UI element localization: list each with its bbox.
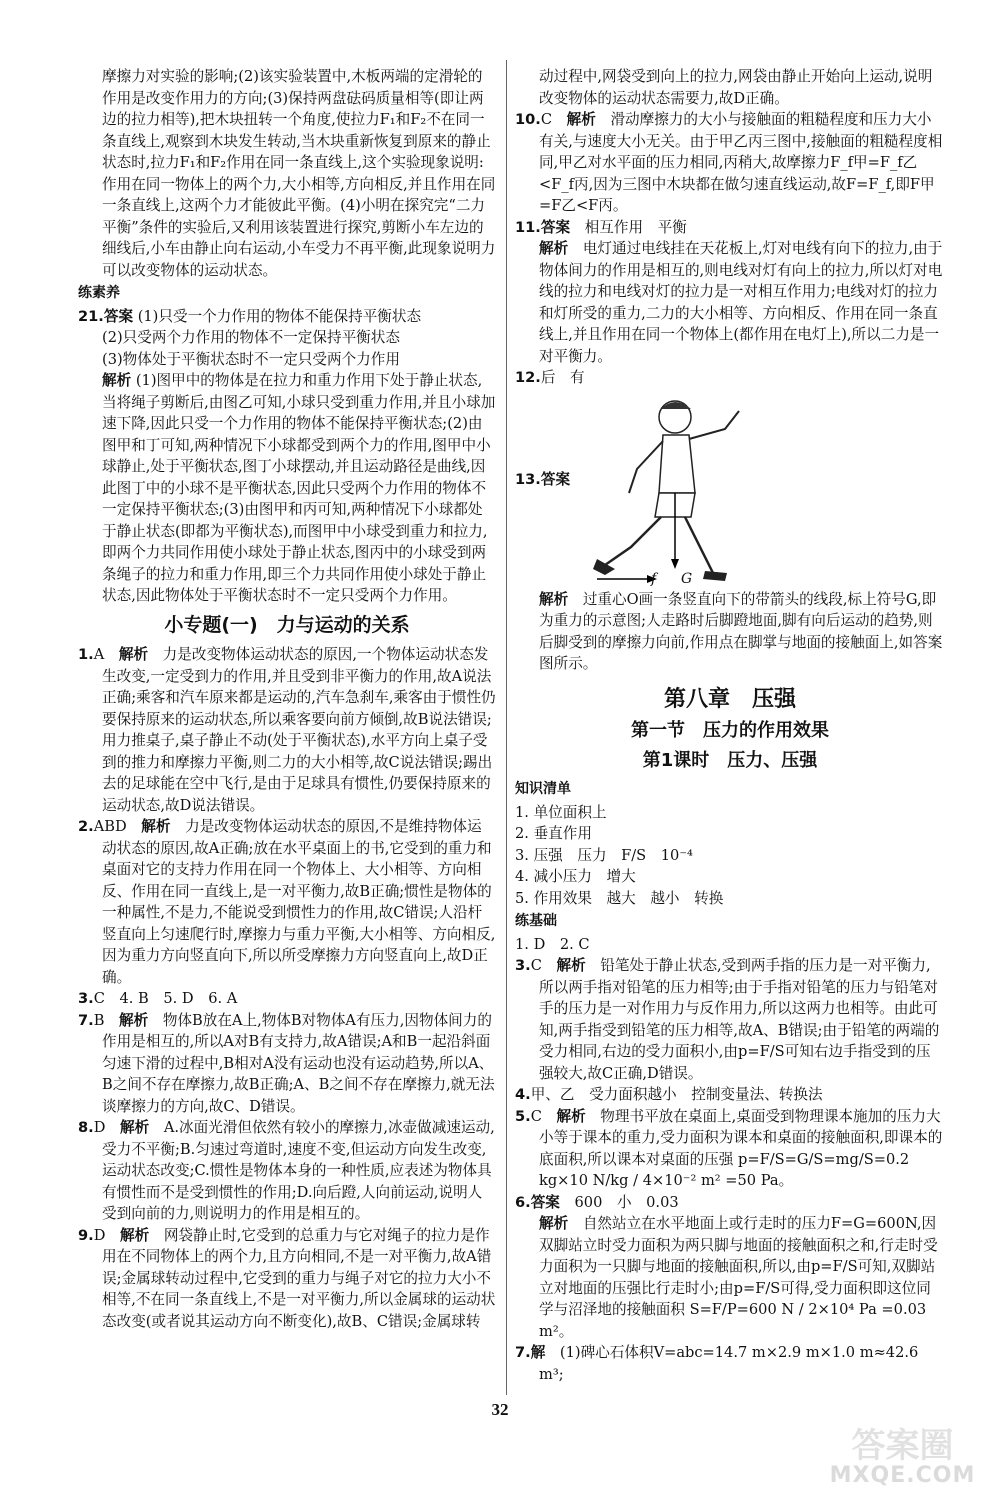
q4: 4.甲、乙 受力面积越小 控制变量法、转换法 — [515, 1086, 823, 1103]
zs-5: 5. 作用效果 越大 越小 转换 — [515, 889, 724, 907]
q7: 7.解 (1)碑心石体积V=abc=14.7 m×2.9 m×1.0 m≈42.6 m³; — [515, 1344, 919, 1383]
q21-a2: (2)只受两个力作用的物体不一定保持平衡状态 — [102, 329, 400, 346]
chapter-title: 第八章 压强 — [663, 686, 796, 712]
right-column — [515, 66, 945, 1385]
q5: 5.C 解析 物理书平放在桌面上,桌面受到物理课本施加的压力大小等于课本的重力,受力面积为课本和桌面的接触面积,即课本的底面积,所以课本对桌面的压强 p=F/S=G/S=mg/S=0.2 kg×10 N/kg / 4×10⁻² m² =50 Pa。 — [515, 1107, 943, 1189]
q3: 3.C 解析 铅笔处于静止状态,受到两手指的压力是一对平衡力,所以两手指对铅笔的压力相等;由于手指对铅笔的压力与铅笔对手的压力是一对作用力与反作用力,所以这两力也相等。由此可知,两手指受到铅笔的压力相等,故A、B错误;由于铅笔的两端的受力相同,右边的受力面积小,由p=F/S可知右边手指受到的压强较大,故C正确,D错误。 — [515, 957, 940, 1082]
q12: 12.后 有 — [515, 369, 585, 386]
left-column — [78, 66, 496, 1332]
q21-num: 21. — [78, 307, 104, 325]
zs-4: 4. 减小压力 增大 — [515, 868, 636, 885]
f-label: f — [651, 570, 657, 587]
q21-jx-text: (1)图甲中的物体是在拉力和重力作用下处于静止状态,当将绳子剪断后,由图乙可知,小球只受到重力作用,并且小球加速下降,因此只受一个力作用的物体不能保持平衡状态;(2)由图甲和丁可知,两种情况下小球都受到两个力的作用,图甲中小球静止,处于平衡状态,图丁小球摆动,并且运动路径是曲线,因此图丁中的小球不是平衡状态,因此只受两个力作用的物体不一定保持平衡状态;(3)由图甲和丙可知,两种情况下小球都处于静止状态(即都为平衡状态),而图甲中小球受到重力和拉力,即两个力共同作用使小球处于静止状态,图丙中的小球受到两条绳子的拉力和重力作用,即三个力共同作用使小球处于静止状态,因此物体处于平衡状态时不一定只受两个力作用。 — [102, 372, 496, 604]
zs-2: 2. 垂直作用 — [515, 825, 592, 842]
q13-label: 13.答案 — [515, 470, 571, 488]
item-8: 8.D 解析 A.冰面光滑但依然有较小的摩擦力,冰壶做减速运动,受力不平衡;B.匀速过弯道时,速度不变,但运动方向发生改变,运动状态改变;C.惯性是物体本身的一种性质,应表述为物体具有惯性而不是受到惯性的作用;D.向后蹬,人向前运动,说明人受到向前的力,则说明力的作用是相互的。 — [78, 1119, 495, 1222]
q21-jx-label: 解析 — [102, 372, 132, 389]
watermark-cn: 答案圈 — [851, 1426, 954, 1466]
section-jichu: 练基础 — [515, 913, 557, 929]
lesson-title: 第1课时 压力、压强 — [642, 749, 818, 771]
q6: 6.答案 600 小 0.03 — [515, 1193, 679, 1211]
q6-explanation: 解析 自然站立在水平地面上或行走时的压力F=G=600N,因双脚站立时受力面积为两只脚与地面的接触面积之和,行走时受力面积为一只脚与地面的接触面积,所以,由p=F/S可知,双脚站立对地面的压强比行走时小;由p=F/S可得,受力面积即这位同学与沼泽地的接触面积 S=F/P=600 N / 2×10⁴ Pa =0.03 m²。 — [539, 1215, 938, 1340]
item-2: 2.ABD 解析 力是改变物体运动状态的原因,不是维持物体运动状态的原因,故A正确;放在水平桌面上的书,它受到的重力和桌面对它的支持力作用在同一个物体上、大小相等、方向相反、作用在同一直线上,是一对平衡力,故B正确;惯性是物体的一种属性,不是力,不能说受到惯性力的作用,故C错误;人沿杆竖直向上匀速爬行时,摩擦力与重力平衡,大小相等、方向相反,因为重力方向竖直向下,所以所受摩擦力方向竖直向上,故D正确。 — [78, 818, 496, 986]
item-1: 1.A 解析 力是改变物体运动状态的原因,一个物体运动状态发生改变,一定受到力的作用,并且受到非平衡力的作用,故A说法正确;乘客和汽车原来都是运动的,汽车急刹车,乘客由于惯性仍要保持原来的运动状态,所以乘客要向前方倾倒,故B说法错误;用力推桌子,桌子静止不动(处于平衡状态),水平方向上桌子受到的推力和摩擦力平衡,则二力的大小相等,故C说法错误;踢出去的足球能在空中飞行,是由于足球具有惯性,仍要保持原来的运动状态,故D说法错误。 — [78, 646, 496, 814]
watermark-logo — [820, 1418, 985, 1488]
q21-explanation — [78, 370, 496, 607]
zs-3: 3. 压强 压力 F/S 10⁻⁴ — [515, 846, 693, 864]
section-zhishi: 知识清单 — [515, 781, 571, 797]
zs-1: 1. 单位面积上 — [515, 803, 607, 821]
section-lian-suyang: 练素养 — [78, 285, 120, 301]
watermark-url: MXQE.COM — [829, 1463, 976, 1488]
item-3-6: 3.C 4. B 5. D 6. A — [78, 990, 238, 1007]
topic-title: 小专题(一) 力与运动的关系 — [164, 613, 410, 636]
page-number: 32 — [491, 1400, 509, 1419]
q21-a3: (3)物体处于平衡状态时不一定只受两个力作用 — [102, 350, 400, 368]
q21-label: 答案 — [103, 307, 134, 325]
q11: 11.答案 相互作用 平衡 — [515, 218, 687, 236]
q11-explanation: 解析 电灯通过电线挂在天花板上,灯对电线有向下的拉力,由于物体间力的作用是相互的,则电线对灯有向上的拉力,所以灯对电线的拉力和电线对灯的拉力是一对相互作用力;电线对灯的拉力和灯所受的重力,二力的大小相等、方向相反、作用在同一条直线上,并且作用在同一个物体上(都作用在电灯上),所以二力是一对平衡力。 — [539, 240, 943, 365]
item-9: 9.D 解析 网袋静止时,它受到的总重力与它对绳子的拉力是作用在不同物体上的两个力,且方向相同,不是一对平衡力,故A错误;金属球转动过程中,它受到的重力与绳子对它的拉力大小不相等,不在同一条直线上,不是一对平衡力,所以金属球的运动状态改变(或者说其运动方向不断变化),故B、C错误;金属球转 — [78, 1226, 496, 1330]
section-title: 第一节 压力的作用效果 — [631, 720, 829, 741]
item-7: 7.B 解析 物体B放在A上,物体B对物体A有压力,因物体间力的作用是相互的,所以A对B有支持力,故A错误;A和B一起沿斜面匀速下滑的过程中,B相对A没有运动也没有运动趋势,所以A、B之间不存在摩擦力,故B正确;A、B之间不存在摩擦力,就无法谈摩擦力的方向,故C、D错误。 — [78, 1011, 495, 1115]
q1-2: 1. D 2. C — [515, 935, 590, 953]
column-divider — [506, 60, 507, 1395]
q13-figure — [515, 389, 945, 589]
g-label: G — [681, 570, 693, 587]
q9-continuation: 动过程中,网袋受到向上的拉力,网袋由静止开始向上运动,说明改变物体的运动状态需要力,故D正确。 — [539, 68, 933, 107]
q21-answer — [78, 306, 496, 328]
q20-continuation: 摩擦力对实验的影响;(2)该实验装置中,木板两端的定滑轮的作用是改变作用力的方向;(3)保持两盘砝码质量相等(即让两边的拉力相等),把木块扭转一个角度,使拉力F₁和F₂不在同一条直线上,观察到木块发生转动,当木块重新恢复到原来的静止状态时,拉力F₁和F₂作用在同一条直线上,这个实验现象说明:作用在同一物体上的两个力,大小相等,方向相反,并且作用在同一条直线上,这两个力才能彼此平衡。(4)小明在探究完“二力平衡”条件的实验后,又利用该装置进行探究,剪断小车左边的细线后,小车由静止向右运动,小车受力不再平衡,此现象说明力可以改变物体的运动状态。 — [102, 68, 496, 279]
walking-boy-illustration — [575, 389, 775, 589]
q21-a1: (1)只受一个力作用的物体不能保持平衡状态 — [137, 307, 422, 325]
q13-explanation: 解析 过重心O画一条竖直向下的带箭头的线段,标上符号G,即为重力的示意图;人走路时后脚蹬地面,脚有向后运动的趋势,则后脚受到的摩擦力向前,作用点在脚掌与地面的接触面上,如答案图所示。 — [539, 590, 943, 672]
q10: 10.C 解析 滑动摩擦力的大小与接触面的粗糙程度和压力大小有关,与速度大小无关。由于甲乙丙三图中,接触面的粗糙程度相同,甲乙对水平面的压力相同,丙稍大,故摩擦力F_f甲=F_f乙<F_f丙,因为三图中木块都在做匀速直线运动,故F=F_f,即F甲=F乙<F丙。 — [515, 111, 943, 214]
